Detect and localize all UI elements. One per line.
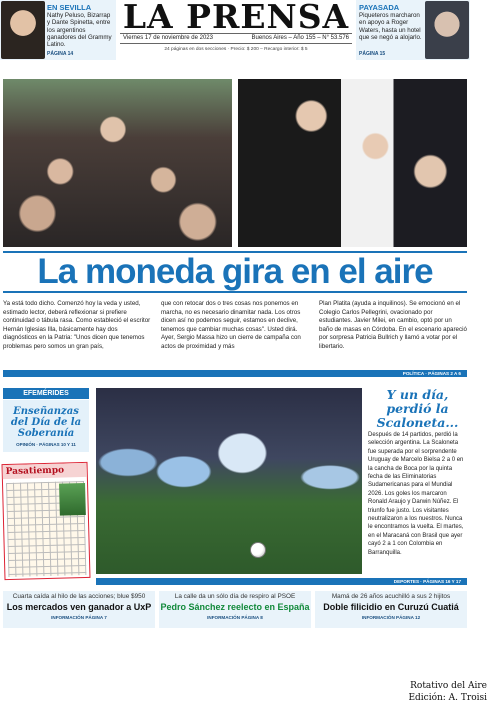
pasatiempo-label: Pasatiempo — [5, 465, 65, 478]
efemerides-ref: OPINIÓN · PÁGINAS 10 Y 11 — [16, 442, 76, 447]
bottom-headline: Pedro Sánchez reelecto en España — [160, 602, 310, 612]
lead-photo-milei — [238, 79, 467, 247]
lead-photo-massa — [3, 79, 232, 247]
section-ref-politica: POLÍTICA · PÁGINAS 2 A 6 — [3, 370, 467, 377]
football-text: Después de 14 partidos, perdió la selección argentina. La Scaloneta fue superada por el sorprendente Uruguay de Marcelo Bielsa 2 a 0 en la cancha de Boca por la quinta fecha de las Eliminatorias Sudamericanas para el Mundial 2026. Los goles los marcaron Ronald Araujo y Darwin Núñez. El triunfo fue justo. Los visitantes neutralizaron a los nuestros. Nunca le encontramos la vuelta. El martes, en el Maracaná con Brasil que ayer cayó 2 a 1 con Colombia en Barranquilla. — [368, 432, 464, 556]
efemerides-box[interactable] — [3, 400, 89, 452]
lead-headline-box[interactable] — [3, 251, 467, 293]
credits-line: Edición: A. Troisi — [408, 693, 487, 703]
bottom-story[interactable] — [315, 591, 467, 628]
teaser-kicker: EN SEVILLA — [47, 3, 92, 12]
bottom-info: INFORMACIÓN PÁGINA 12 — [361, 615, 421, 620]
teaser-kicker: PAYASADA — [359, 3, 400, 12]
teaser-photo — [1, 1, 45, 59]
pasatiempo-box[interactable] — [1, 462, 90, 580]
teaser-page-ref: PÁGINA 15 — [359, 51, 386, 57]
teaser-text: Nathy Peluso, Bizarrap y Dante Spinetta, entre los argentinos ganadores del Grammy Latino. — [47, 12, 112, 49]
bottom-kicker: Mamá de 26 años acuchilló a sus 2 hijitos — [331, 593, 451, 600]
bottom-info: INFORMACIÓN PÁGINA 8 — [207, 615, 263, 620]
masthead-subline: 24 páginas en dos secciones · Precio: $ 200 – Recargo interior: $ 5 — [164, 47, 308, 52]
lead-headline: La moneda gira en el aire — [37, 252, 433, 291]
lead-column: que con retocar dos o tres cosas nos ponemos en marcha, no es necesario dinamitar nada. Los otros dicen así no podemos seguir, estamos en declive, tenemos que cambiar muchas cosas". Usted dirá. Ayer, Sergio Massa hizo un cierre de campaña con actos de proximidad y más — [161, 300, 301, 350]
bottom-headline: Doble filicidio en Curuzú Cuatiá — [323, 602, 459, 612]
masthead-edition: Buenos Aires – Año 155 – N° 53.576 — [251, 35, 349, 41]
pasatiempo-illustration — [59, 483, 86, 516]
bottom-story[interactable] — [159, 591, 311, 628]
masthead-dateline — [120, 33, 352, 44]
football-headline[interactable]: Y un día, perdió la Scaloneta... — [376, 387, 459, 430]
masthead — [120, 0, 352, 36]
teaser-photo — [425, 1, 469, 59]
teaser-text: Piqueteros marcharon en apoyo a Roger Waters, hasta un hotel que se negó a alojarlo. — [359, 12, 422, 41]
lead-body — [3, 300, 467, 352]
lead-column: Ya está todo dicho. Comenzó hoy la veda y usted, estimado lector, deberá reflexionar si prefiere continuidad o tábula rasa. Como estableció el escritor Hernán Iglesias Illa, básicamente hay dos diagnósticos en la Patria: "Unos dicen que tenemos problemas pero somos un gran país, — [3, 300, 151, 350]
credits-line: Rotativo del Aire — [410, 681, 487, 691]
bottom-kicker: Cuarta caída al hilo de las acciones; blue $950 — [12, 593, 146, 600]
masthead-logo: LA PRENSA — [122, 0, 350, 36]
masthead-date: Viernes 17 de noviembre de 2023 — [123, 35, 213, 41]
bottom-headline: Los mercados ven ganador a UxP — [6, 602, 152, 612]
credits — [408, 680, 487, 704]
teaser-page-ref: PÁGINA 14 — [47, 51, 74, 57]
efemerides-label: EFEMÉRIDES — [3, 388, 89, 399]
bottom-story[interactable] — [3, 591, 155, 628]
lead-column: Plan Platita (ayuda a inquilinos). Se emocionó en el Colegio Carlos Pellegrini, ovacionado por estudiantes. Javier Milei, en cambio, optó por un baño de masas en Córdoba. En el escenario apareció por sorpresa Patricia Bullrich y llamó a votar por el libertario. — [319, 300, 467, 350]
left-teaser[interactable] — [0, 0, 116, 60]
football-photo — [96, 388, 362, 574]
football-ball-icon — [250, 542, 266, 558]
section-ref-deportes: DEPORTES · PÁGINAS 16 Y 17 — [96, 578, 467, 585]
pasatiempo-header — [3, 463, 87, 479]
bottom-kicker: La calle da un sólo día de respiro al PSOE — [174, 593, 296, 600]
bottom-info: INFORMACIÓN PÁGINA 7 — [51, 615, 107, 620]
right-teaser[interactable] — [356, 0, 470, 60]
efemerides-title: Enseñanzas del Día de la Soberanía — [10, 406, 82, 439]
